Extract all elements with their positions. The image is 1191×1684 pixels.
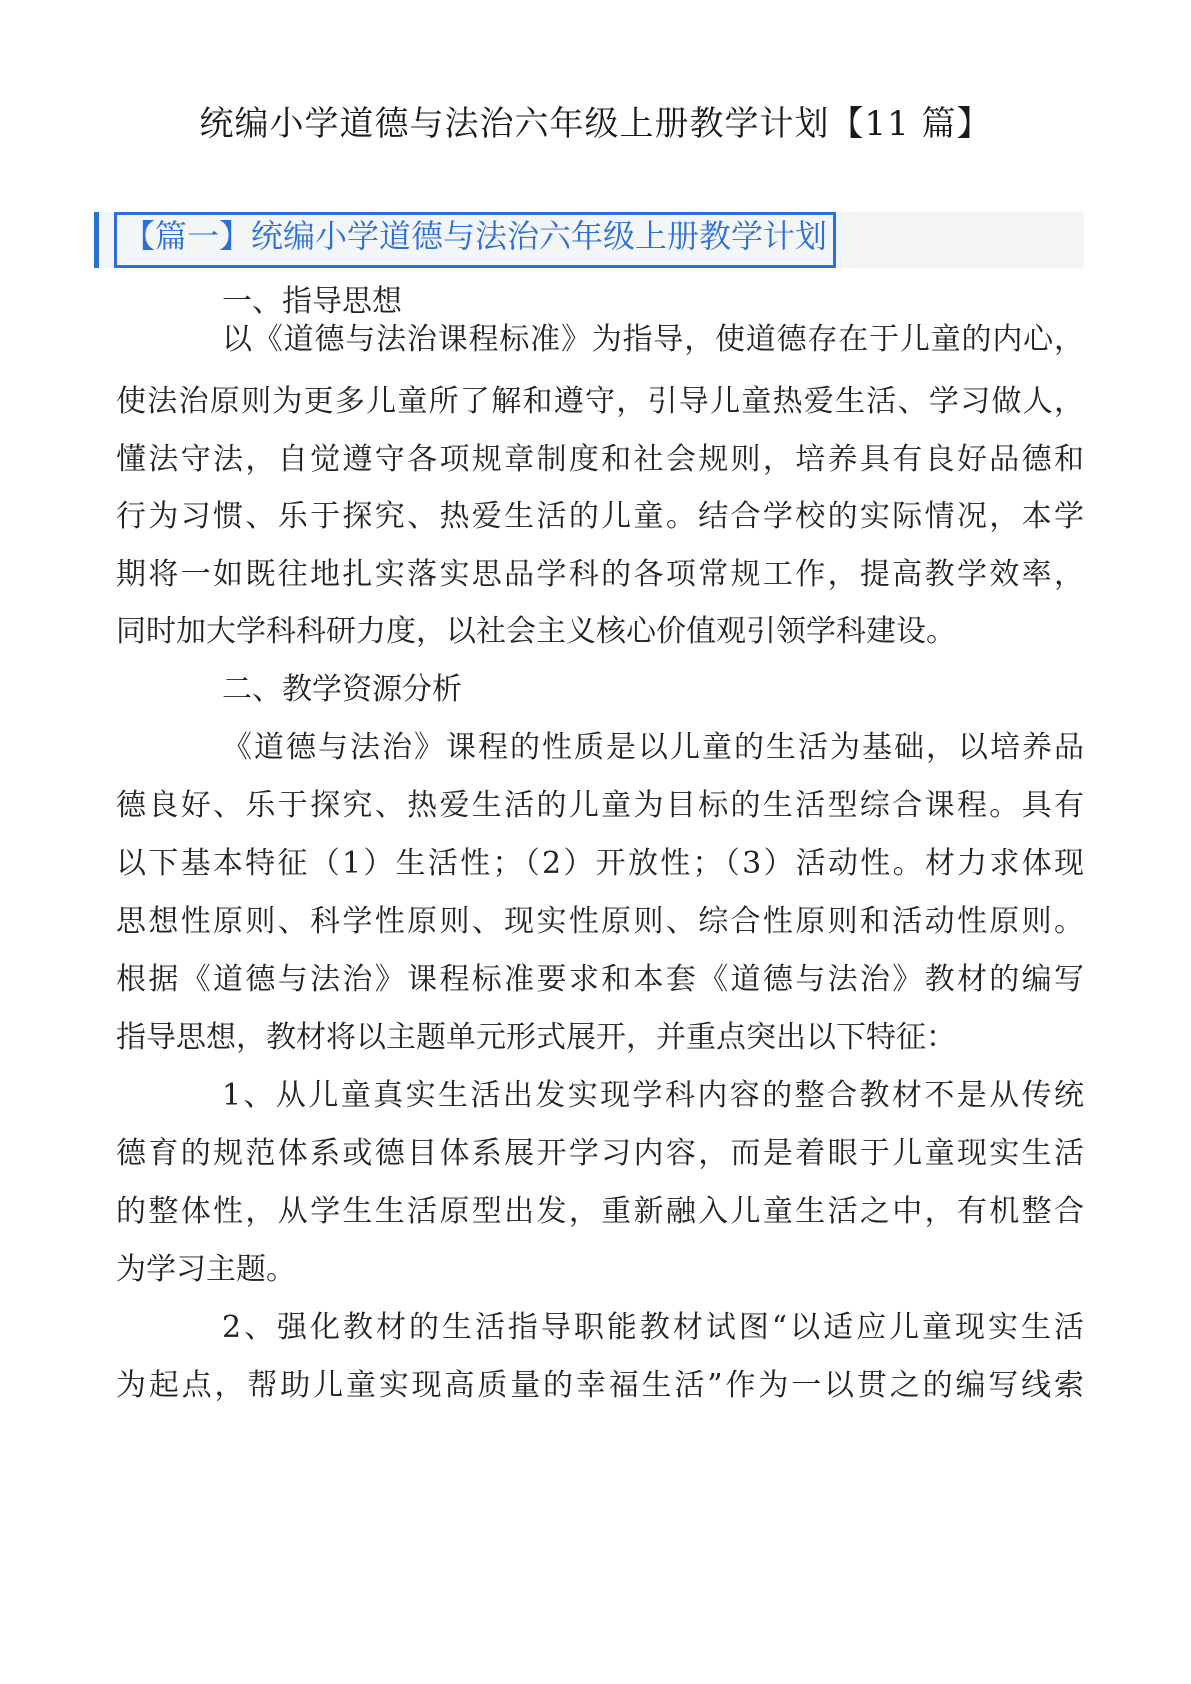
paragraph-line: 为起点，帮助儿童实现高质量的幸福生活”作为一以贯之的编写线索 (116, 1368, 1084, 1403)
paragraph-line: 思想性原则、科学性原则、现实性原则、综合性原则和活动性原则。 (116, 904, 1084, 939)
section-heading-block (94, 212, 1084, 268)
paragraph-line: 同时加大学科科研力度，以社会主义核心价值观引领学科建设。 (116, 614, 956, 649)
paragraph-line: 以《道德与法治课程标准》为指导，使道德存在于儿童的内心， (222, 322, 1084, 357)
paragraph-line: 1、从儿童真实生活出发实现学科内容的整合教材不是从传统 (222, 1078, 1084, 1113)
paragraph-line: 指导思想，教材将以主题单元形式展开，并重点突出以下特征： (116, 1020, 956, 1055)
paragraph-line: 2、强化教材的生活指导职能教材试图“以适应儿童现实生活 (222, 1310, 1084, 1345)
paragraph-line: 为学习主题。 (116, 1252, 296, 1287)
paragraph-line: 根据《道德与法治》课程标准要求和本套《道德与法治》教材的编写 (116, 962, 1084, 997)
subheading-resource-analysis: 二、教学资源分析 (222, 672, 462, 707)
paragraph-line: 《道德与法治》课程的性质是以儿童的生活为基础，以培养品 (222, 730, 1084, 765)
paragraph-line: 使法治原则为更多儿童所了解和遵守，引导儿童热爱生活、学习做人， (116, 384, 1084, 419)
subheading-guiding-ideology: 一、指导思想 (222, 284, 402, 319)
paragraph-line: 行为习惯、乐于探究、热爱生活的儿童。结合学校的实际情况，本学 (116, 499, 1084, 534)
paragraph-line: 德育的规范体系或德目体系展开学习内容，而是着眼于儿童现实生活 (116, 1136, 1084, 1171)
paragraph-line: 懂法守法，自觉遵守各项规章制度和社会规则，培养具有良好品德和 (116, 442, 1084, 477)
section-heading[interactable]: 【篇一】统编小学道德与法治六年级上册教学计划 (114, 212, 836, 268)
paragraph-line: 期将一如既往地扎实落实思品学科的各项常规工作，提高教学效率， (116, 557, 1084, 592)
section-accent-bar (94, 212, 99, 268)
document-title: 统编小学道德与法治六年级上册教学计划【11 篇】 (199, 104, 992, 144)
paragraph-line: 的整体性，从学生生活原型出发，重新融入儿童生活之中，有机整合 (116, 1194, 1084, 1229)
paragraph-line: 德良好、乐于探究、热爱生活的儿童为目标的生活型综合课程。具有 (116, 788, 1084, 823)
paragraph-line: 以下基本特征（1）生活性；（2）开放性；（3）活动性。材力求体现 (116, 846, 1084, 881)
